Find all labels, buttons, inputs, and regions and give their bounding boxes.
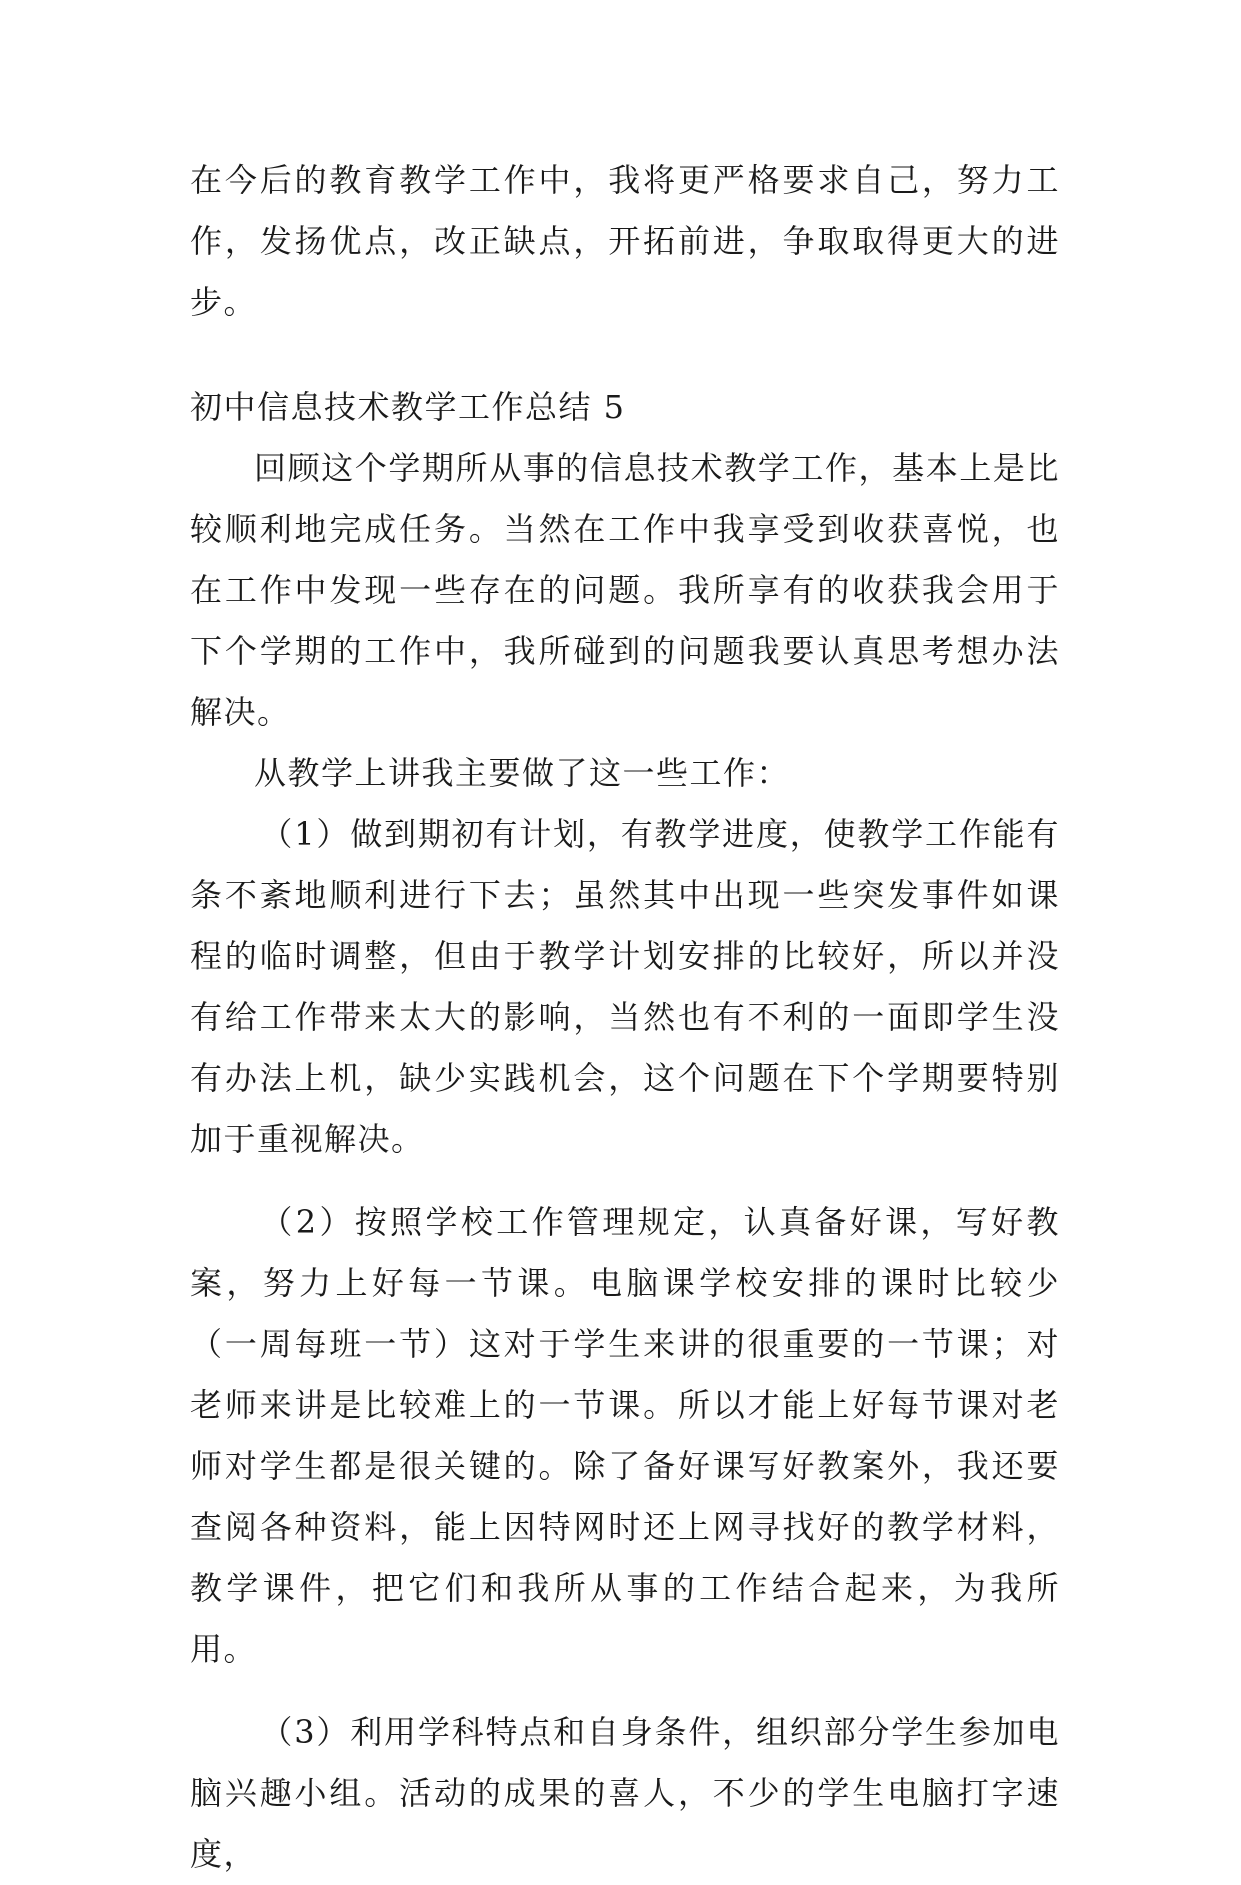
paragraph-review: 回顾这个学期所从事的信息技术教学工作，基本上是比较顺利地完成任务。当然在工作中我享受到收获喜悦，也在工作中发现一些存在的问题。我所享有的收获我会用于下个学期的工作中，我所碰到的问题我要认真思考想办法解决。 [190, 449, 1060, 731]
paragraph-item-3: （3）利用学科特点和自身条件，组织部分学生参加电脑兴趣小组。活动的成果的喜人，不少的学生电脑打字速度， [190, 1713, 1060, 1873]
paragraph-item-1: （1）做到期初有计划，有教学进度，使教学工作能有条不紊地顺利进行下去；虽然其中出现一些突发事件如课程的临时调整，但由于教学计划安排的比较好，所以并没有给工作带来太大的影响，当然也有不利的一面即学生没有办法上机，缺少实践机会，这个问题在下个学期要特别加于重视解决。 [190, 815, 1060, 1158]
paragraph-item-2: （2）按照学校工作管理规定，认真备好课，写好教案，努力上好每一节课。电脑课学校安排的课时比较少（一周每班一节）这对于学生来讲的很重要的一节课；对老师来讲是比较难上的一节课。所以才能上好每节课对老师对学生都是很关键的。除了备好课写好教案外，我还要查阅各种资料，能上因特网时还上网寻找好的教学材料，教学课件，把它们和我所从事的工作结合起来，为我所用。 [190, 1203, 1060, 1668]
paragraph-work-intro: 从教学上讲我主要做了这一些工作： [254, 754, 791, 792]
document-body [190, 150, 1060, 1885]
intro-paragraph: 在今后的教育教学工作中，我将更严格要求自己，努力工作，发扬优点，改正缺点，开拓前进，争取取得更大的进步。 [190, 161, 1060, 321]
section-title: 初中信息技术教学工作总结 5 [190, 388, 626, 426]
